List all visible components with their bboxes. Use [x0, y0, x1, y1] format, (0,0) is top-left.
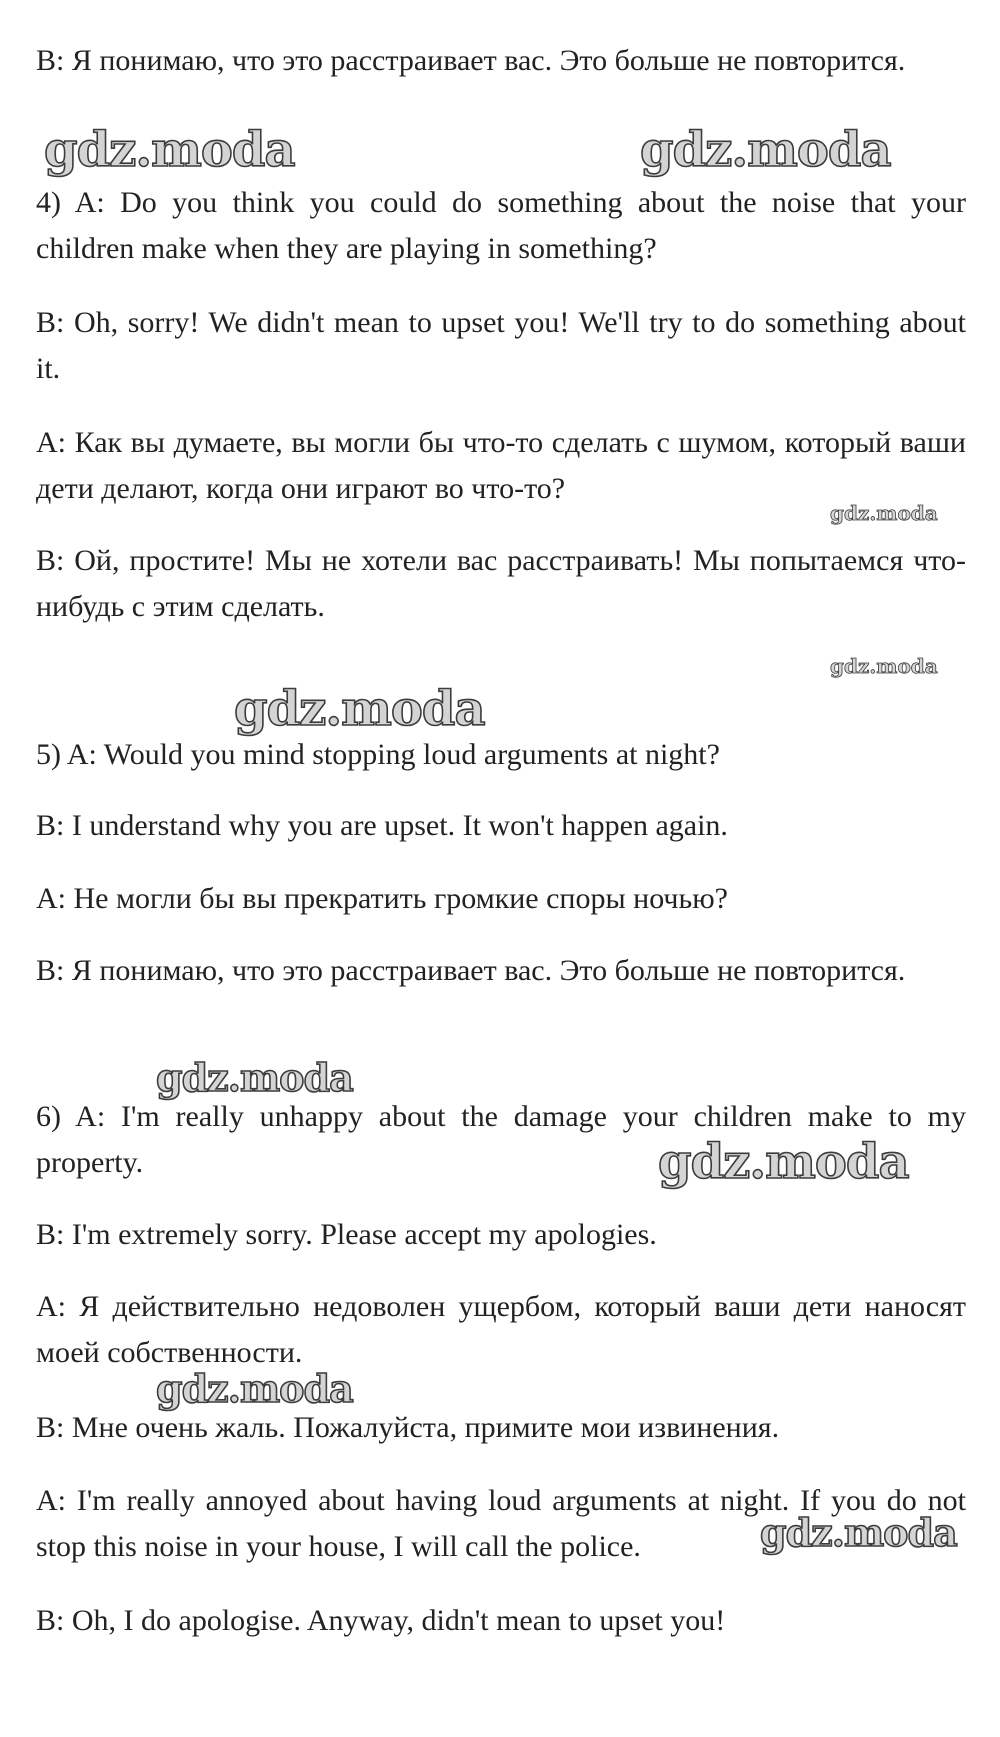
watermark-logo: gdz.moda	[830, 501, 938, 525]
paragraph-6-a2-en: A: I'm really annoyed about having loud arguments at night. If you do not stop this noise in your house, I will call the police.	[36, 1484, 966, 1563]
paragraph-b-ru-1: B: Я понимаю, что это расстраивает вас. Это больше не повторится.	[36, 44, 906, 77]
watermark-logo: gdz.moda	[156, 1366, 353, 1411]
paragraph-5-a-en: 5) A: Would you mind stopping loud arguments at night?	[36, 738, 720, 771]
watermark-logo: gdz.moda	[760, 1510, 957, 1555]
paragraph-6-b2-en: B: Oh, I do apologise. Anyway, didn't mean to upset you!	[36, 1604, 726, 1637]
paragraph-6-a-ru: A: Я действительно недоволен ущербом, который ваши дети наносят моей собственности.	[36, 1290, 966, 1369]
paragraph-6-b-ru: B: Мне очень жаль. Пожалуйста, примите мои извинения.	[36, 1411, 780, 1444]
watermark-logo: gdz.moda	[44, 122, 295, 178]
watermark-logo: gdz.moda	[640, 122, 891, 178]
paragraph-4-b-en: B: Oh, sorry! We didn't mean to upset you! We'll try to do something about it.	[36, 306, 966, 385]
watermark-logo: gdz.moda	[234, 681, 485, 737]
paragraph-4-a-ru: A: Как вы думаете, вы могли бы что-то сделать с шумом, который ваши дети делают, когда они играют во что-то?	[36, 426, 966, 505]
watermark-logo: gdz.moda	[156, 1055, 353, 1100]
watermark-logo: gdz.moda	[658, 1134, 909, 1190]
paragraph-4-a-en: 4) A: Do you think you could do something about the noise that your children make when they are playing in something?	[36, 186, 966, 265]
paragraph-5-b-ru: B: Я понимаю, что это расстраивает вас. Это больше не повторится.	[36, 954, 906, 987]
paragraph-5-a-ru: A: Не могли бы вы прекратить громкие споры ночью?	[36, 882, 728, 915]
watermark-logo: gdz.moda	[830, 654, 938, 678]
paragraph-5-b-en: B: I understand why you are upset. It won't happen again.	[36, 809, 728, 842]
paragraph-6-b-en: B: I'm extremely sorry. Please accept my apologies.	[36, 1218, 657, 1251]
paragraph-4-b-ru: B: Ой, простите! Мы не хотели вас расстраивать! Мы попытаемся что-нибудь с этим сделать.	[36, 544, 966, 623]
paragraph-6-a-en: 6) A: I'm really unhappy about the damage your children make to my property.	[36, 1100, 966, 1179]
